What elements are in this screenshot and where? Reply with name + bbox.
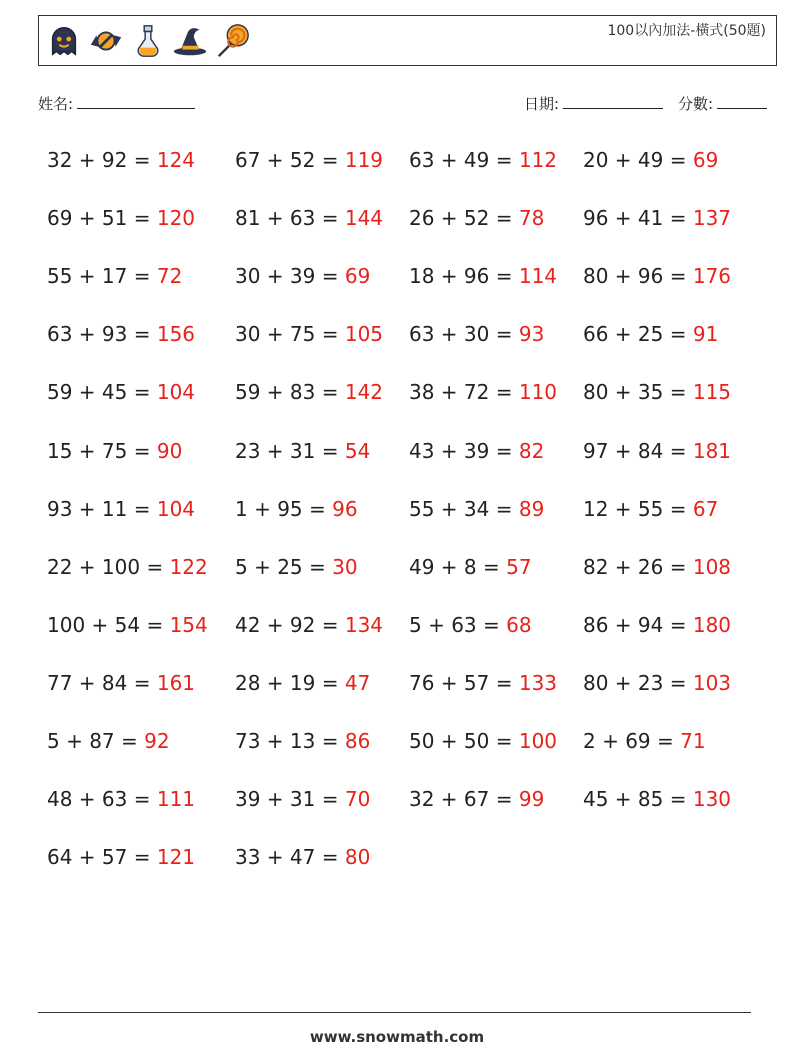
problem-answer: 80 bbox=[344, 845, 371, 870]
problem-question: 86 + 94 = bbox=[583, 612, 687, 637]
worksheet-title: 100以內加法-橫式(50題) bbox=[607, 23, 766, 39]
name-field bbox=[38, 93, 195, 114]
problem-answer: 91 bbox=[692, 322, 719, 347]
problem-answer: 104 bbox=[156, 380, 196, 405]
problem-item bbox=[409, 729, 557, 753]
date-blank[interactable] bbox=[563, 93, 663, 109]
problem-answer: 124 bbox=[156, 148, 196, 172]
problem-answer: 47 bbox=[344, 670, 371, 695]
problem-question: 20 + 49 = bbox=[583, 148, 687, 172]
problem-answer: 108 bbox=[692, 554, 732, 579]
problem-item bbox=[47, 264, 182, 288]
problem-item bbox=[583, 439, 731, 463]
footer-website[interactable]: www.snowmath.com bbox=[309, 1028, 485, 1046]
problem-question: 55 + 17 = bbox=[47, 264, 151, 289]
problem-answer: 86 bbox=[344, 729, 371, 753]
problem-question: 59 + 83 = bbox=[235, 380, 339, 405]
problem-item bbox=[235, 439, 370, 463]
problem-question: 55 + 34 = bbox=[409, 496, 513, 521]
problem-answer: 92 bbox=[144, 729, 170, 753]
problem-item bbox=[47, 555, 208, 579]
problem-answer: 69 bbox=[344, 264, 371, 289]
problem-item bbox=[409, 264, 557, 288]
problem-answer: 68 bbox=[506, 612, 532, 637]
problem-item bbox=[47, 380, 195, 404]
problem-question: 38 + 72 = bbox=[409, 380, 513, 405]
problem-item bbox=[409, 787, 544, 811]
problem-item bbox=[235, 148, 383, 172]
score-blank[interactable] bbox=[717, 93, 767, 109]
problem-item bbox=[47, 148, 195, 172]
problem-item bbox=[235, 264, 370, 288]
problem-answer: 114 bbox=[518, 264, 558, 289]
problem-item bbox=[235, 787, 370, 811]
problem-answer: 144 bbox=[344, 206, 384, 231]
problem-answer: 180 bbox=[692, 612, 732, 637]
problem-question: 76 + 57 = bbox=[409, 670, 513, 695]
problem-item bbox=[47, 206, 195, 230]
problem-answer: 104 bbox=[156, 496, 196, 521]
problem-item bbox=[235, 729, 370, 753]
problem-answer: 105 bbox=[344, 322, 384, 347]
problem-question: 63 + 49 = bbox=[409, 148, 513, 172]
problem-answer: 100 bbox=[518, 729, 558, 753]
problem-question: 5 + 87 = bbox=[47, 729, 138, 753]
witch-hat-icon bbox=[171, 22, 209, 60]
problem-answer: 70 bbox=[344, 787, 371, 812]
problem-question: 59 + 45 = bbox=[47, 380, 151, 405]
problem-item bbox=[583, 264, 731, 288]
problem-answer: 82 bbox=[518, 438, 545, 463]
problem-question: 63 + 30 = bbox=[409, 322, 513, 347]
footer-divider bbox=[38, 1012, 751, 1013]
problem-answer: 110 bbox=[518, 380, 558, 405]
problem-answer: 137 bbox=[692, 206, 732, 231]
problem-answer: 142 bbox=[344, 380, 384, 405]
problem-item bbox=[409, 206, 544, 230]
problem-question: 28 + 19 = bbox=[235, 670, 339, 695]
problem-item bbox=[47, 845, 195, 869]
problem-question: 1 + 95 = bbox=[235, 496, 326, 521]
icon-strip bbox=[45, 22, 251, 60]
problem-item bbox=[409, 380, 557, 404]
problem-question: 22 + 100 = bbox=[47, 554, 164, 579]
problem-answer: 71 bbox=[680, 729, 706, 753]
problem-item bbox=[235, 497, 358, 521]
problem-answer: 156 bbox=[156, 322, 196, 347]
problem-question: 77 + 84 = bbox=[47, 670, 151, 695]
problem-answer: 121 bbox=[156, 845, 196, 870]
problem-item bbox=[583, 148, 718, 172]
problem-answer: 133 bbox=[518, 670, 558, 695]
problem-item bbox=[235, 613, 383, 637]
problem-answer: 130 bbox=[692, 787, 732, 812]
problem-question: 39 + 31 = bbox=[235, 787, 339, 812]
header-box bbox=[38, 15, 777, 66]
problem-question: 12 + 55 = bbox=[583, 496, 687, 521]
problem-item bbox=[583, 729, 706, 753]
problem-item bbox=[583, 206, 731, 230]
problem-item bbox=[235, 845, 370, 869]
problem-question: 26 + 52 = bbox=[409, 206, 513, 231]
problem-item bbox=[583, 380, 731, 404]
problem-question: 96 + 41 = bbox=[583, 206, 687, 231]
problem-question: 43 + 39 = bbox=[409, 438, 513, 463]
problem-question: 80 + 35 = bbox=[583, 380, 687, 405]
problem-item bbox=[583, 322, 718, 346]
problem-question: 42 + 92 = bbox=[235, 612, 339, 637]
problem-question: 32 + 92 = bbox=[47, 148, 151, 172]
problem-answer: 54 bbox=[344, 438, 371, 463]
problem-question: 18 + 96 = bbox=[409, 264, 513, 289]
problem-answer: 72 bbox=[156, 264, 183, 289]
problem-answer: 119 bbox=[344, 148, 384, 172]
problem-item bbox=[235, 671, 370, 695]
problem-question: 48 + 63 = bbox=[47, 787, 151, 812]
problem-answer: 115 bbox=[692, 380, 732, 405]
problem-question: 69 + 51 = bbox=[47, 206, 151, 231]
problem-item bbox=[409, 148, 557, 172]
problem-answer: 176 bbox=[692, 264, 732, 289]
date-field bbox=[524, 93, 663, 114]
problem-item bbox=[47, 671, 195, 695]
problem-question: 30 + 39 = bbox=[235, 264, 339, 289]
problem-answer: 181 bbox=[692, 438, 732, 463]
date-label: 日期: bbox=[524, 95, 560, 113]
problem-question: 80 + 23 = bbox=[583, 670, 687, 695]
problem-question: 15 + 75 = bbox=[47, 438, 151, 463]
score-field bbox=[678, 93, 767, 114]
problem-question: 5 + 63 = bbox=[409, 612, 500, 637]
problem-answer: 111 bbox=[156, 787, 196, 812]
problem-item bbox=[583, 787, 731, 811]
problem-item bbox=[235, 322, 383, 346]
lollipop-icon bbox=[213, 22, 251, 60]
problem-answer: 30 bbox=[332, 554, 358, 579]
problem-item bbox=[47, 729, 170, 753]
name-label: 姓名: bbox=[38, 95, 74, 113]
problem-question: 82 + 26 = bbox=[583, 554, 687, 579]
problem-question: 49 + 8 = bbox=[409, 554, 500, 579]
problem-item bbox=[47, 322, 195, 346]
problem-item bbox=[409, 671, 557, 695]
problem-answer: 96 bbox=[332, 496, 358, 521]
problem-question: 81 + 63 = bbox=[235, 206, 339, 231]
problem-question: 93 + 11 = bbox=[47, 496, 151, 521]
problem-answer: 90 bbox=[156, 438, 183, 463]
problem-question: 67 + 52 = bbox=[235, 148, 339, 172]
problem-answer: 120 bbox=[156, 206, 196, 231]
problem-item bbox=[409, 613, 532, 637]
problem-item bbox=[235, 206, 383, 230]
problem-question: 23 + 31 = bbox=[235, 438, 339, 463]
problem-question: 45 + 85 = bbox=[583, 787, 687, 812]
problem-question: 32 + 67 = bbox=[409, 787, 513, 812]
problem-item bbox=[583, 497, 718, 521]
problem-question: 30 + 75 = bbox=[235, 322, 339, 347]
problem-item bbox=[235, 380, 383, 404]
problem-item bbox=[47, 613, 208, 637]
problem-question: 64 + 57 = bbox=[47, 845, 151, 870]
problem-question: 97 + 84 = bbox=[583, 438, 687, 463]
problem-item bbox=[47, 439, 182, 463]
problem-question: 33 + 47 = bbox=[235, 845, 339, 870]
problem-answer: 57 bbox=[506, 554, 532, 579]
problem-answer: 154 bbox=[169, 612, 208, 637]
problem-question: 66 + 25 = bbox=[583, 322, 687, 347]
problem-item bbox=[583, 555, 731, 579]
problem-item bbox=[47, 497, 195, 521]
problem-item bbox=[409, 555, 532, 579]
problem-question: 63 + 93 = bbox=[47, 322, 151, 347]
problem-item bbox=[583, 613, 731, 637]
problem-answer: 134 bbox=[344, 612, 384, 637]
problem-question: 5 + 25 = bbox=[235, 554, 326, 579]
problem-item bbox=[409, 322, 544, 346]
problem-question: 100 + 54 = bbox=[47, 612, 164, 637]
candy-icon bbox=[87, 22, 125, 60]
problem-question: 2 + 69 = bbox=[583, 729, 674, 753]
problem-answer: 99 bbox=[518, 787, 545, 812]
problem-answer: 112 bbox=[518, 148, 558, 172]
problem-answer: 103 bbox=[692, 670, 732, 695]
problem-answer: 122 bbox=[169, 554, 208, 579]
problem-item bbox=[47, 787, 195, 811]
problem-answer: 89 bbox=[518, 496, 545, 521]
problem-answer: 67 bbox=[692, 496, 719, 521]
score-label: 分數: bbox=[678, 95, 714, 113]
name-blank[interactable] bbox=[77, 93, 195, 109]
problem-answer: 161 bbox=[156, 670, 196, 695]
problem-item bbox=[409, 439, 544, 463]
potion-icon bbox=[129, 22, 167, 60]
problem-item bbox=[235, 555, 358, 579]
problem-question: 80 + 96 = bbox=[583, 264, 687, 289]
problem-answer: 93 bbox=[518, 322, 545, 347]
problem-item bbox=[409, 497, 544, 521]
problem-answer: 78 bbox=[518, 206, 545, 231]
problem-question: 50 + 50 = bbox=[409, 729, 513, 753]
problem-question: 73 + 13 = bbox=[235, 729, 339, 753]
problem-answer: 69 bbox=[692, 148, 719, 172]
ghost-icon bbox=[45, 22, 83, 60]
problem-item bbox=[583, 671, 731, 695]
